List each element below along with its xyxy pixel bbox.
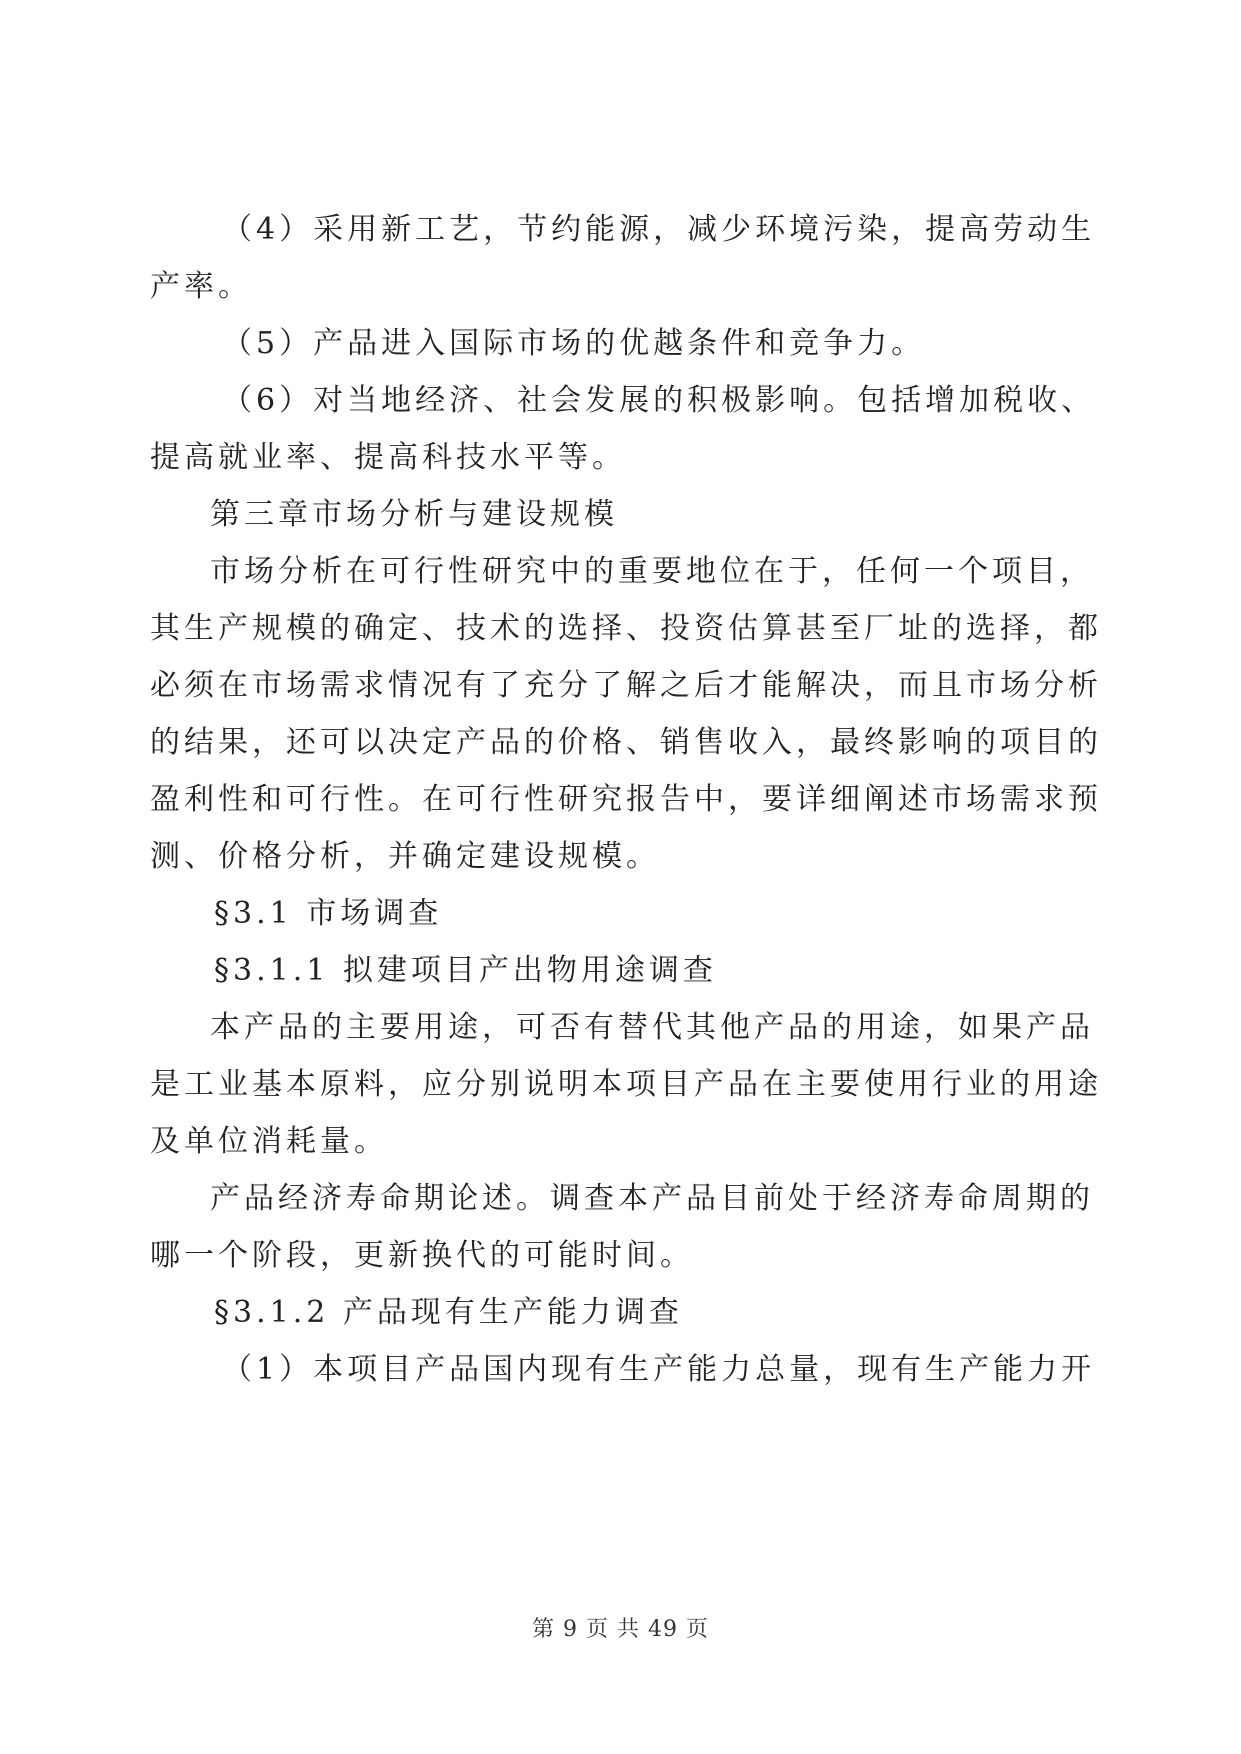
section-heading: §3.1 市场调查 xyxy=(214,896,443,931)
section-heading: §3.1.2 产品现有生产能力调查 xyxy=(214,1295,683,1330)
text-line: 及单位消耗量。 xyxy=(150,1124,388,1159)
text-line: 本产品的主要用途，可否有替代其他产品的用途，如果产品 xyxy=(210,1010,1094,1045)
text-line: （6）对当地经济、社会发展的积极影响。包括增加税收、 xyxy=(222,383,1096,418)
text-line: 市场分析在可行性研究中的重要地位在于，任何一个项目， xyxy=(210,554,1094,589)
text-line: 是工业基本原料，应分别说明本项目产品在主要使用行业的用途 xyxy=(150,1067,1102,1102)
text-line: 其生产规模的确定、技术的选择、投资估算甚至厂址的选择，都 xyxy=(150,611,1102,646)
text-line: （4）采用新工艺，节约能源，减少环境污染，提高劳动生 xyxy=(222,212,1096,247)
text-line: （5）产品进入国际市场的优越条件和竞争力。 xyxy=(222,326,926,361)
page-number-footer: 第 9 页 共 49 页 xyxy=(532,1617,709,1642)
section-heading: §3.1.1 拟建项目产出物用途调查 xyxy=(214,953,717,988)
text-line: 产率。 xyxy=(150,269,252,304)
text-line: 测、价格分析，并确定建设规模。 xyxy=(150,839,660,874)
text-line: 必须在市场需求情况有了充分了解之后才能解决，而且市场分析 xyxy=(150,668,1102,703)
text-line: （1）本项目产品国内现有生产能力总量，现有生产能力开 xyxy=(222,1352,1096,1387)
text-line: 的结果，还可以决定产品的价格、销售收入，最终影响的项目的 xyxy=(150,725,1102,760)
chapter-heading: 第三章市场分析与建设规模 xyxy=(210,497,618,532)
text-line: 哪一个阶段，更新换代的可能时间。 xyxy=(150,1238,694,1273)
text-line: 盈利性和可行性。在可行性研究报告中，要详细阐述市场需求预 xyxy=(150,782,1102,817)
text-line: 提高就业率、提高科技水平等。 xyxy=(150,440,626,475)
text-line: 产品经济寿命期论述。调查本产品目前处于经济寿命周期的 xyxy=(210,1181,1094,1216)
